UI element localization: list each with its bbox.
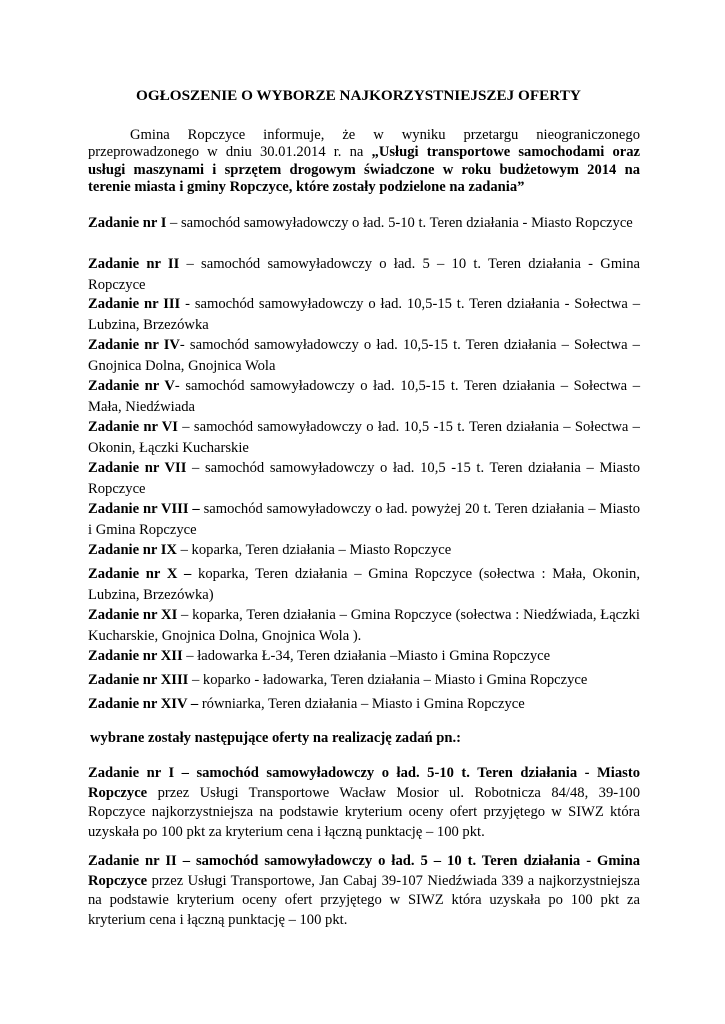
task-label: Zadanie nr VII	[88, 460, 187, 476]
task-text: - samochód samowyładowczy o ład. 10,5-15 t. Teren działania – Sołectwa – Mała, Niedźwiada	[88, 378, 640, 415]
task-text: samochód samowyładowczy o ład. powyżej 20 t. Teren działania – Miasto i Gmina Ropczyce	[88, 501, 641, 538]
task-item	[88, 670, 640, 691]
task-text: – koparko - ładowarka, Teren działania – Miasto i Gmina Ropczyce	[188, 672, 588, 688]
task-item	[88, 335, 640, 377]
intro-paragraph	[88, 127, 640, 196]
task-item	[88, 646, 640, 667]
task-text: – samochód samowyładowczy o ład. 5 – 10 t. Teren działania - Gmina Ropczyce	[88, 256, 641, 293]
task-label: Zadanie nr XIV –	[88, 696, 199, 712]
result-task: Zadanie nr II – samochód samowyładowczy o ład. 5 – 10 t. Teren działania - Gmina Ropczyce	[88, 853, 640, 889]
task-item	[88, 564, 640, 606]
task-text: – samochód samowyładowczy o ład. 5-10 t. Teren działania - Miasto Ropczyce	[166, 215, 633, 231]
task-label: Zadanie nr VI	[88, 419, 178, 435]
task-item	[88, 540, 640, 561]
task-label: Zadanie nr I	[88, 215, 167, 231]
task-label: Zadanie nr III	[88, 296, 181, 312]
chosen-offers-heading: wybrane zostały następujące oferty na realizację zadań pn.:	[90, 730, 462, 746]
intro-text: Gmina Ropczyce informuje, że w wyniku przetargu nieograniczonego przeprowadzonego w dniu 30.01.2014 r. na	[88, 127, 640, 161]
task-item	[88, 254, 640, 296]
task-text: koparka, Teren działania – Gmina Ropczyce (sołectwa : Mała, Okonin, Lubzina, Brzezówka)	[88, 566, 640, 603]
task-item	[88, 294, 640, 336]
task-label: Zadanie nr XII	[88, 648, 183, 664]
task-label: Zadanie nr II	[88, 256, 180, 272]
task-item	[88, 499, 640, 541]
task-item	[88, 376, 640, 418]
task-text: – koparka, Teren działania – Miasto Ropczyce	[176, 542, 452, 558]
task-text: równiarka, Teren działania – Miasto i Gmina Ropczyce	[198, 696, 525, 712]
task-text: – koparka, Teren działania – Gmina Ropczyce (sołectwa : Niedźwiada, Łączki Kucharskie, Gnojnica Dolna, Gnojnica Wola ).	[88, 607, 640, 644]
task-item	[88, 213, 640, 234]
task-item	[88, 417, 640, 459]
task-text: – samochód samowyładowczy o ład. 10,5 -15 t. Teren działania – Miasto Ropczyce	[88, 460, 640, 497]
task-item	[88, 694, 640, 715]
result-paragraph	[88, 764, 640, 842]
page-title: OGŁOSZENIE O WYBORZE NAJKORZYSTNIEJSZEJ OFERTY	[136, 87, 581, 104]
task-label: Zadanie nr XIII	[88, 672, 189, 688]
task-label: Zadanie nr IV	[88, 337, 180, 353]
task-label: Zadanie nr X –	[88, 566, 192, 582]
task-text: – samochód samowyładowczy o ład. 10,5 -15 t. Teren działania – Sołectwa – Okonin, Łączki Kucharskie	[88, 419, 640, 456]
intro-subject: „Usługi transportowe samochodami oraz usługi maszynami i sprzętem drogowym świadczone w roku budżetowym 2014 na terenie miasta i gminy Ropczyce, które zostały podzielone na zadania”	[88, 144, 640, 195]
result-text: przez Usługi Transportowe, Jan Cabaj 39-107 Niedźwiada 339 a najkorzystniejsza na podstawie kryterium oceny ofert przyjętego w SIWZ która uzyskała po 100 pkt za kryterium cena i łączną punktację – 100 pkt.	[88, 872, 640, 928]
task-item	[88, 605, 640, 647]
task-text: - samochód samowyładowczy o ład. 10,5-15 t. Teren działania - Sołectwa – Lubzina, Brzezówka	[88, 296, 640, 333]
task-item	[88, 458, 640, 500]
task-label: Zadanie nr VIII –	[88, 501, 200, 517]
result-paragraph	[88, 852, 640, 930]
task-label: Zadanie nr XI	[88, 607, 178, 623]
task-text: – ładowarka Ł-34, Teren działania –Miasto i Gmina Ropczyce	[182, 648, 551, 664]
result-text: przez Usługi Transportowe Wacław Mosior ul. Robotnicza 84/48, 39-100 Ropczyce najkorzystniejsza na podstawie kryterium oceny ofert przyjętego w SIWZ która uzyskała po 100 pkt za kryterium cena i łączną punktację – 100 pkt.	[88, 784, 640, 840]
task-label: Zadanie nr V	[88, 378, 175, 394]
result-task: Zadanie nr I – samochód samowyładowczy o ład. 5-10 t. Teren działania - Miasto Ropczyce	[88, 765, 640, 801]
task-text: - samochód samowyładowczy o ład. 10,5-15 t. Teren działania – Sołectwa – Gnojnica Dolna, Gnojnica Wola	[88, 337, 640, 374]
task-label: Zadanie nr IX	[88, 542, 177, 558]
